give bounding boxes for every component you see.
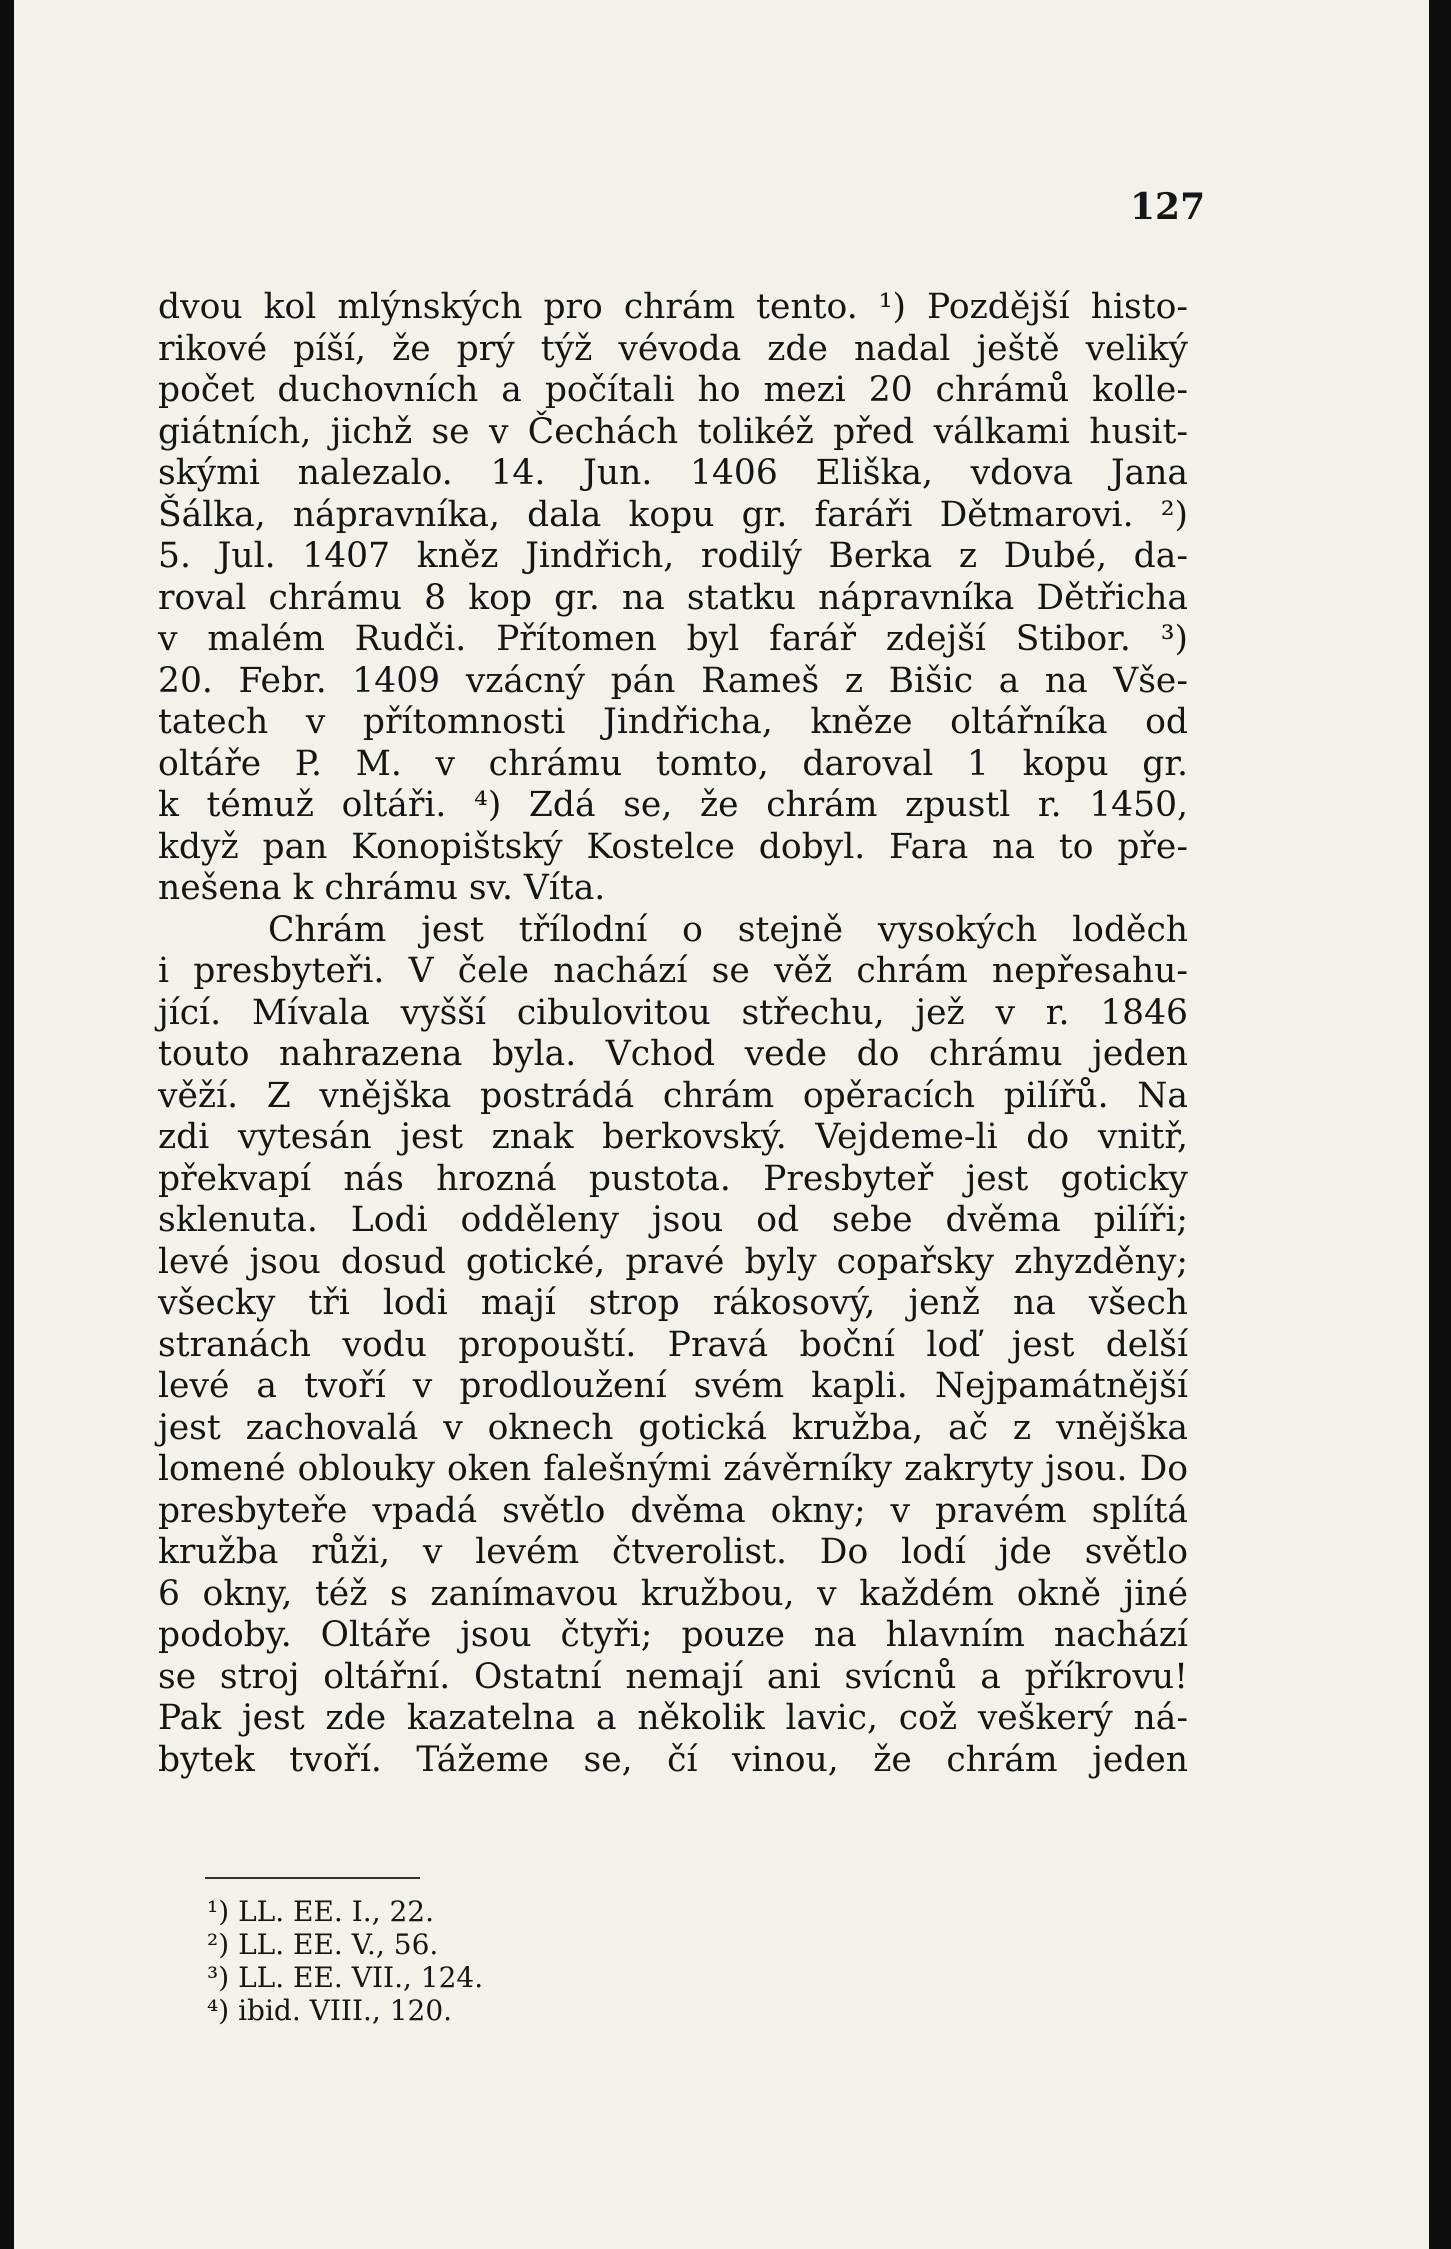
- footnote: [207, 1994, 483, 2027]
- text-line: 6 okny, též s zanímavou kružbou, v každém okně jiné: [158, 1573, 1188, 1614]
- footnote-marker: ²): [207, 1928, 230, 1961]
- footnote-separator: [205, 1877, 420, 1879]
- text-line: i presbyteři. V čele nachází se věž chrám nepřesahu-: [158, 951, 1188, 991]
- text-line: presbyteře vpadá světlo dvěma okny; v pravém splítá: [158, 1490, 1188, 1531]
- footnote-marker: ¹): [207, 1895, 230, 1928]
- footnote: [207, 1895, 483, 1928]
- text-line: k témuž oltáři. ⁴) Zdá se, že chrám zpustl r. 1450,: [158, 785, 1188, 825]
- text-line: kružba růži, v levém čtverolist. Do lodí jde světlo: [158, 1532, 1188, 1572]
- text-line: v malém Rudči. Přítomen byl farář zdejší Stibor. ³): [158, 619, 1188, 659]
- text-line: giátních, jichž se v Čechách tolikéž před válkami husit-: [158, 411, 1188, 452]
- text-line: Šálka, nápravníka, dala kopu gr. faráři Dětmarovi. ²): [158, 494, 1188, 535]
- footnote-text: ibid. VIII., 120.: [238, 1994, 453, 2027]
- text-line: roval chrámu 8 kop gr. na statku nápravníka Dětřicha: [158, 577, 1188, 618]
- text-line: 5. Jul. 1407 kněz Jindřich, rodilý Berka z Dubé, da-: [158, 536, 1188, 576]
- text-line: jící. Mívala vyšší cibulovitou střechu, jež v r. 1846: [158, 992, 1188, 1033]
- text-line: Chrám jest třílodní o stejně vysokých loděch: [268, 909, 1188, 950]
- text-line: Pak jest zde kazatelna a několik lavic, což veškerý ná-: [158, 1698, 1188, 1738]
- footnote: [207, 1928, 483, 1961]
- text-line: podoby. Oltáře jsou čtyři; pouze na hlavním nachází: [158, 1615, 1188, 1655]
- text-line: počet duchovních a počítali ho mezi 20 chrámů kolle-: [158, 370, 1188, 410]
- text-line: bytek tvoří. Tážeme se, čí vinou, že chrám jeden: [158, 1739, 1188, 1780]
- footnotes: [207, 1895, 483, 2027]
- text-line: překvapí nás hrozná pustota. Presbyteř jest goticky: [158, 1158, 1188, 1199]
- scan-left-edge: [0, 0, 14, 2249]
- text-line: levé a tvoří v prodloužení svém kapli. Nejpamátnější: [158, 1366, 1188, 1406]
- text-line: oltáře P. M. v chrámu tomto, daroval 1 kopu gr.: [158, 743, 1188, 784]
- text-line: 20. Febr. 1409 vzácný pán Rameš z Bišic a na Vše-: [158, 660, 1188, 701]
- page-number: 127: [1130, 186, 1206, 228]
- text-line: touto nahrazena byla. Vchod vede do chrámu jeden: [158, 1034, 1188, 1074]
- body-text: [158, 287, 1188, 1781]
- text-line: levé jsou dosud gotické, pravé byly copařsky zhyzděny;: [158, 1241, 1188, 1282]
- text-line: sklenuta. Lodi odděleny jsou od sebe dvěma pilíři;: [158, 1200, 1188, 1240]
- footnote-text: LL. EE. VII., 124.: [238, 1961, 484, 1994]
- footnote-marker: ³): [207, 1961, 230, 1994]
- text-line: skými nalezalo. 14. Jun. 1406 Eliška, vdova Jana: [158, 453, 1188, 493]
- text-line: nešena k chrámu sv. Víta.: [158, 868, 606, 908]
- footnote: [207, 1961, 483, 1994]
- text-line: zdi vytesán jest znak berkovský. Vejdeme-li do vnitř,: [158, 1117, 1188, 1157]
- footnote-text: LL. EE. V., 56.: [238, 1928, 439, 1961]
- text-line: všecky tři lodi mají strop rákosový, jenž na všech: [158, 1283, 1188, 1323]
- text-line: rikové píší, že prý týž vévoda zde nadal ještě veliký: [158, 328, 1188, 369]
- text-line: stranách vodu propouští. Pravá boční loď jest delší: [158, 1324, 1188, 1365]
- text-line: tatech v přítomnosti Jindřicha, kněze oltářníka od: [158, 702, 1188, 742]
- footnote-text: LL. EE. I., 22.: [238, 1895, 435, 1928]
- text-line: jest zachovalá v oknech gotická kružba, ač z vnějška: [158, 1407, 1188, 1448]
- text-line: dvou kol mlýnských pro chrám tento. ¹) Pozdější histo-: [158, 287, 1188, 327]
- text-line: lomené oblouky oken falešnými závěrníky zakryty jsou. Do: [158, 1449, 1188, 1489]
- footnote-marker: ⁴): [207, 1994, 230, 2027]
- scan-right-edge: [1429, 0, 1451, 2249]
- text-line: když pan Konopištský Kostelce dobyl. Fara na to pře-: [158, 826, 1188, 867]
- text-line: věží. Z vnějška postrádá chrám opěracích pilířů. Na: [158, 1075, 1188, 1116]
- text-line: se stroj oltářní. Ostatní nemají ani svícnů a příkrovu!: [158, 1656, 1188, 1697]
